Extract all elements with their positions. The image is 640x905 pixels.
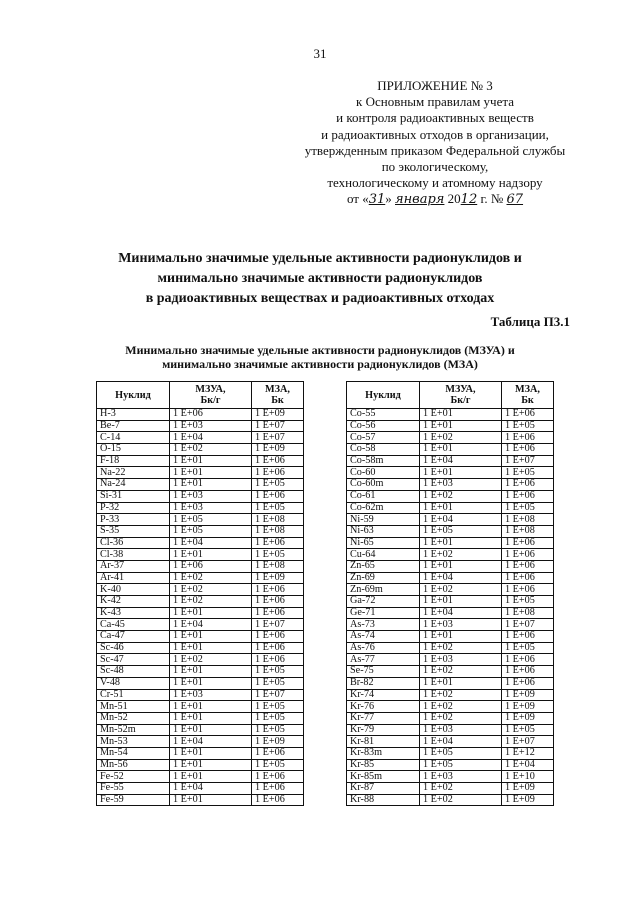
cell-nuclide: Fe-52 [97, 771, 170, 783]
cell-mzua: 1 E+03 [170, 502, 252, 514]
cell-mza: 1 E+06 [252, 455, 304, 467]
table-row [347, 467, 554, 479]
cell-mzua: 1 E+01 [420, 631, 502, 643]
cell-mzua: 1 E+02 [170, 654, 252, 666]
table-row [97, 514, 304, 526]
cell-mza: 1 E+06 [252, 537, 304, 549]
cell-mza: 1 E+05 [502, 502, 554, 514]
cell-mzua: 1 E+05 [420, 747, 502, 759]
table-row [347, 619, 554, 631]
cell-nuclide: O-15 [97, 444, 170, 456]
cell-mza: 1 E+05 [252, 759, 304, 771]
cell-mza: 1 E+06 [252, 771, 304, 783]
cell-mzua: 1 E+03 [420, 479, 502, 491]
header-nuclide: Нуклид [97, 382, 170, 409]
table-row [97, 654, 304, 666]
table-row [97, 455, 304, 467]
cell-mza: 1 E+06 [502, 584, 554, 596]
cell-mzua: 1 E+03 [420, 724, 502, 736]
cell-mza: 1 E+08 [502, 525, 554, 537]
cell-nuclide: Ar-41 [97, 572, 170, 584]
cell-nuclide: Sc-48 [97, 666, 170, 678]
cell-mza: 1 E+09 [502, 783, 554, 795]
cell-nuclide: H-3 [97, 409, 170, 421]
cell-mzua: 1 E+05 [420, 525, 502, 537]
cell-mzua: 1 E+04 [420, 736, 502, 748]
cell-mza: 1 E+07 [502, 455, 554, 467]
table-row [97, 549, 304, 561]
handwritten-month: января [395, 192, 445, 208]
cell-nuclide: Fe-55 [97, 783, 170, 795]
table-row [97, 794, 304, 806]
table-row [347, 584, 554, 596]
cell-nuclide: Ni-59 [347, 514, 420, 526]
cell-mza: 1 E+09 [252, 736, 304, 748]
cell-nuclide: Kr-85m [347, 771, 420, 783]
cell-nuclide: Kr-76 [347, 701, 420, 713]
table-row [97, 701, 304, 713]
cell-mza: 1 E+09 [502, 701, 554, 713]
cell-mzua: 1 E+01 [420, 467, 502, 479]
cell-mza: 1 E+05 [502, 467, 554, 479]
cell-mza: 1 E+09 [502, 794, 554, 806]
cell-nuclide: Zn-69 [347, 572, 420, 584]
cell-mza: 1 E+07 [502, 736, 554, 748]
cell-nuclide: P-32 [97, 502, 170, 514]
table-row [347, 596, 554, 608]
cell-mzua: 1 E+02 [420, 794, 502, 806]
cell-mzua: 1 E+03 [420, 771, 502, 783]
cell-mzua: 1 E+01 [170, 642, 252, 654]
cell-mzua: 1 E+06 [170, 409, 252, 421]
table-row [97, 560, 304, 572]
cell-mza: 1 E+06 [252, 596, 304, 608]
cell-mzua: 1 E+02 [420, 666, 502, 678]
cell-mzua: 1 E+02 [420, 712, 502, 724]
table-row [97, 619, 304, 631]
cell-mza: 1 E+05 [252, 502, 304, 514]
cell-nuclide: Ca-47 [97, 631, 170, 643]
cell-nuclide: Kr-87 [347, 783, 420, 795]
cell-mza: 1 E+05 [252, 677, 304, 689]
cell-mza: 1 E+09 [252, 444, 304, 456]
cell-mzua: 1 E+04 [170, 783, 252, 795]
cell-mza: 1 E+09 [252, 572, 304, 584]
table-row [97, 689, 304, 701]
cell-nuclide: Cl-38 [97, 549, 170, 561]
table-row [347, 677, 554, 689]
cell-nuclide: Co-57 [347, 432, 420, 444]
cell-mzua: 1 E+01 [170, 759, 252, 771]
cell-nuclide: Ar-37 [97, 560, 170, 572]
table-row [347, 525, 554, 537]
table-row [347, 572, 554, 584]
cell-mza: 1 E+07 [502, 619, 554, 631]
table-row [97, 747, 304, 759]
cell-nuclide: Ge-71 [347, 607, 420, 619]
cell-mza: 1 E+06 [252, 631, 304, 643]
table-row [97, 444, 304, 456]
cell-nuclide: Na-24 [97, 479, 170, 491]
cell-mzua: 1 E+02 [420, 584, 502, 596]
cell-nuclide: K-40 [97, 584, 170, 596]
cell-mza: 1 E+06 [252, 584, 304, 596]
table-caption: Минимально значимые удельные активности радионуклидов (МЗУА) и минимально значимые активности радионуклидов (МЗА) [125, 343, 515, 371]
cell-mzua: 1 E+01 [420, 537, 502, 549]
cell-mzua: 1 E+01 [170, 724, 252, 736]
cell-nuclide: Sc-47 [97, 654, 170, 666]
cell-nuclide: Co-60m [347, 479, 420, 491]
table-label: Таблица П3.1 [490, 314, 570, 329]
cell-nuclide: Co-58m [347, 455, 420, 467]
table-row [347, 712, 554, 724]
header-nuclide: Нуклид [347, 382, 420, 409]
cell-nuclide: Ca-45 [97, 619, 170, 631]
cell-mza: 1 E+05 [252, 712, 304, 724]
table-row [97, 479, 304, 491]
cell-mza: 1 E+08 [502, 607, 554, 619]
cell-nuclide: Co-61 [347, 490, 420, 502]
cell-mzua: 1 E+01 [420, 409, 502, 421]
cell-nuclide: Co-55 [347, 409, 420, 421]
appendix-line: к Основным правилам учета [356, 94, 514, 110]
cell-mzua: 1 E+02 [420, 490, 502, 502]
order-date-line: от «31» января 2012 г. № 67 [346, 191, 524, 208]
cell-mza: 1 E+05 [502, 724, 554, 736]
cell-mzua: 1 E+01 [170, 549, 252, 561]
cell-mzua: 1 E+01 [170, 666, 252, 678]
cell-nuclide: Cr-51 [97, 689, 170, 701]
cell-mza: 1 E+06 [502, 490, 554, 502]
cell-nuclide: Mn-51 [97, 701, 170, 713]
table-row [97, 467, 304, 479]
cell-mzua: 1 E+03 [420, 619, 502, 631]
cell-mza: 1 E+07 [252, 619, 304, 631]
cell-mzua: 1 E+01 [420, 596, 502, 608]
cell-nuclide: Na-22 [97, 467, 170, 479]
cell-nuclide: Br-82 [347, 677, 420, 689]
cell-mza: 1 E+06 [252, 783, 304, 795]
cell-nuclide: Ga-72 [347, 596, 420, 608]
table-row [97, 596, 304, 608]
table-row [97, 584, 304, 596]
cell-mzua: 1 E+05 [170, 525, 252, 537]
cell-nuclide: Co-56 [347, 420, 420, 432]
cell-mzua: 1 E+04 [170, 432, 252, 444]
cell-mzua: 1 E+03 [170, 420, 252, 432]
table-row [347, 444, 554, 456]
table-row [97, 783, 304, 795]
cell-nuclide: K-42 [97, 596, 170, 608]
table-row [97, 420, 304, 432]
cell-nuclide: Ni-63 [347, 525, 420, 537]
table-row [97, 771, 304, 783]
cell-mza: 1 E+09 [252, 409, 304, 421]
table-row [97, 724, 304, 736]
cell-mza: 1 E+06 [252, 654, 304, 666]
cell-mzua: 1 E+01 [170, 701, 252, 713]
cell-mzua: 1 E+01 [170, 479, 252, 491]
cell-mzua: 1 E+04 [170, 619, 252, 631]
cell-mzua: 1 E+01 [170, 771, 252, 783]
cell-nuclide: Ni-65 [347, 537, 420, 549]
cell-nuclide: Mn-54 [97, 747, 170, 759]
page-number: 31 [313, 46, 327, 61]
table-row [347, 607, 554, 619]
cell-nuclide: As-73 [347, 619, 420, 631]
table-header-row [347, 382, 554, 409]
table-row [347, 490, 554, 502]
cell-mza: 1 E+06 [502, 560, 554, 572]
table-row [97, 537, 304, 549]
cell-nuclide: Mn-52m [97, 724, 170, 736]
table-row [347, 514, 554, 526]
cell-mza: 1 E+06 [252, 490, 304, 502]
cell-mzua: 1 E+02 [170, 584, 252, 596]
cell-mzua: 1 E+02 [420, 783, 502, 795]
table-row [347, 455, 554, 467]
table-row [347, 560, 554, 572]
document-title: Минимально значимые удельные активности радионуклидов и минимально значимые активности радионуклидов в радиоактивных веществах и радиоактивных отходах [118, 251, 522, 306]
cell-mza: 1 E+06 [502, 549, 554, 561]
cell-mzua: 1 E+01 [170, 794, 252, 806]
table-row [97, 736, 304, 748]
table-row [97, 572, 304, 584]
cell-nuclide: Co-58 [347, 444, 420, 456]
cell-mzua: 1 E+01 [170, 747, 252, 759]
cell-mza: 1 E+05 [252, 724, 304, 736]
cell-mza: 1 E+10 [502, 771, 554, 783]
table-row [97, 432, 304, 444]
cell-mza: 1 E+06 [502, 479, 554, 491]
cell-nuclide: Se-75 [347, 666, 420, 678]
appendix-line: по экологическому, [381, 159, 489, 175]
table-row [347, 666, 554, 678]
table-row [97, 642, 304, 654]
table-row [347, 747, 554, 759]
cell-mzua: 1 E+03 [420, 654, 502, 666]
handwritten-day: 31 [368, 192, 386, 208]
appendix-line: утвержденным приказом Федеральной службы [304, 142, 566, 158]
table-row [347, 409, 554, 421]
cell-mzua: 1 E+06 [170, 560, 252, 572]
handwritten-year: 12 [460, 192, 478, 208]
cell-nuclide: As-77 [347, 654, 420, 666]
table-row [97, 712, 304, 724]
nuclide-table-right [346, 381, 554, 806]
header-mzua: МЗУА, Бк/г [420, 382, 502, 409]
cell-mzua: 1 E+01 [420, 677, 502, 689]
cell-mzua: 1 E+02 [420, 432, 502, 444]
cell-nuclide: K-43 [97, 607, 170, 619]
cell-mzua: 1 E+01 [420, 560, 502, 572]
cell-mza: 1 E+06 [502, 654, 554, 666]
cell-mzua: 1 E+01 [170, 631, 252, 643]
cell-nuclide: Kr-85 [347, 759, 420, 771]
header-mza: МЗА, Бк [252, 382, 304, 409]
cell-mzua: 1 E+02 [170, 444, 252, 456]
cell-nuclide: Co-60 [347, 467, 420, 479]
cell-mzua: 1 E+05 [420, 759, 502, 771]
appendix-block [290, 78, 580, 209]
cell-mza: 1 E+05 [502, 642, 554, 654]
table-row [347, 642, 554, 654]
cell-mzua: 1 E+03 [170, 490, 252, 502]
cell-mza: 1 E+05 [252, 549, 304, 561]
cell-mzua: 1 E+01 [170, 712, 252, 724]
table-row [347, 420, 554, 432]
cell-mza: 1 E+07 [252, 689, 304, 701]
cell-mza: 1 E+05 [502, 596, 554, 608]
table-row [347, 631, 554, 643]
cell-nuclide: Mn-53 [97, 736, 170, 748]
cell-mza: 1 E+05 [252, 479, 304, 491]
table-row [347, 549, 554, 561]
cell-mza: 1 E+06 [252, 794, 304, 806]
cell-nuclide: Co-62m [347, 502, 420, 514]
table-row [97, 490, 304, 502]
cell-nuclide: Kr-81 [347, 736, 420, 748]
cell-nuclide: Zn-69m [347, 584, 420, 596]
table-row [347, 502, 554, 514]
cell-mza: 1 E+06 [252, 467, 304, 479]
header-mzua: МЗУА, Бк/г [170, 382, 252, 409]
cell-mza: 1 E+08 [502, 514, 554, 526]
cell-mzua: 1 E+04 [420, 607, 502, 619]
cell-nuclide: Be-7 [97, 420, 170, 432]
cell-nuclide: Cu-64 [347, 549, 420, 561]
appendix-line: технологическому и атомному надзору [327, 175, 543, 191]
table-row [347, 724, 554, 736]
table-row [347, 432, 554, 444]
table-row [97, 759, 304, 771]
cell-nuclide: Kr-83m [347, 747, 420, 759]
cell-nuclide: Kr-77 [347, 712, 420, 724]
table-row [347, 783, 554, 795]
cell-mzua: 1 E+01 [420, 420, 502, 432]
table-row [347, 759, 554, 771]
table-row [347, 701, 554, 713]
cell-mza: 1 E+06 [502, 631, 554, 643]
table-header-row [97, 382, 304, 409]
table-row [97, 631, 304, 643]
table-row [97, 409, 304, 421]
cell-nuclide: F-18 [97, 455, 170, 467]
table-row [347, 654, 554, 666]
cell-mza: 1 E+09 [502, 689, 554, 701]
cell-mzua: 1 E+02 [170, 572, 252, 584]
cell-mza: 1 E+06 [252, 642, 304, 654]
appendix-line: и радиоактивных отходов в организации, [321, 126, 549, 142]
cell-mzua: 1 E+02 [420, 642, 502, 654]
table-row [97, 525, 304, 537]
cell-mza: 1 E+08 [252, 514, 304, 526]
cell-mzua: 1 E+05 [170, 514, 252, 526]
cell-mza: 1 E+05 [252, 701, 304, 713]
cell-mza: 1 E+06 [502, 444, 554, 456]
cell-nuclide: Fe-59 [97, 794, 170, 806]
cell-mza: 1 E+06 [502, 572, 554, 584]
table-row [347, 537, 554, 549]
cell-nuclide: S-35 [97, 525, 170, 537]
cell-mzua: 1 E+04 [170, 537, 252, 549]
table-row [347, 794, 554, 806]
cell-nuclide: Sc-46 [97, 642, 170, 654]
table-row [347, 771, 554, 783]
cell-mza: 1 E+08 [252, 525, 304, 537]
cell-mzua: 1 E+04 [420, 572, 502, 584]
cell-mza: 1 E+06 [502, 666, 554, 678]
cell-nuclide: Zn-65 [347, 560, 420, 572]
cell-mza: 1 E+12 [502, 747, 554, 759]
cell-mzua: 1 E+04 [170, 736, 252, 748]
handwritten-order-number: 67 [506, 192, 524, 208]
cell-mza: 1 E+06 [502, 677, 554, 689]
cell-mzua: 1 E+02 [420, 701, 502, 713]
cell-mza: 1 E+06 [502, 409, 554, 421]
cell-nuclide: Mn-52 [97, 712, 170, 724]
table-row [97, 607, 304, 619]
cell-mza: 1 E+06 [502, 432, 554, 444]
header-mza: МЗА, Бк [502, 382, 554, 409]
cell-nuclide: As-76 [347, 642, 420, 654]
cell-mza: 1 E+07 [252, 420, 304, 432]
cell-mzua: 1 E+02 [170, 596, 252, 608]
cell-nuclide: As-74 [347, 631, 420, 643]
cell-mza: 1 E+04 [502, 759, 554, 771]
cell-mza: 1 E+09 [502, 712, 554, 724]
cell-mza: 1 E+05 [502, 420, 554, 432]
cell-nuclide: Kr-74 [347, 689, 420, 701]
appendix-line: ПРИЛОЖЕНИЕ № 3 [377, 78, 493, 93]
cell-nuclide: Si-31 [97, 490, 170, 502]
table-row [97, 502, 304, 514]
cell-mzua: 1 E+03 [170, 689, 252, 701]
cell-mzua: 1 E+02 [420, 549, 502, 561]
cell-mzua: 1 E+01 [420, 502, 502, 514]
cell-nuclide: Kr-79 [347, 724, 420, 736]
cell-nuclide: C-14 [97, 432, 170, 444]
cell-mza: 1 E+07 [252, 432, 304, 444]
cell-mzua: 1 E+04 [420, 455, 502, 467]
table-row [97, 666, 304, 678]
table-row [97, 677, 304, 689]
cell-mza: 1 E+06 [252, 747, 304, 759]
cell-mzua: 1 E+04 [420, 514, 502, 526]
cell-mza: 1 E+06 [502, 537, 554, 549]
cell-nuclide: Cl-36 [97, 537, 170, 549]
cell-mzua: 1 E+01 [170, 455, 252, 467]
cell-nuclide: V-48 [97, 677, 170, 689]
cell-nuclide: Mn-56 [97, 759, 170, 771]
cell-mzua: 1 E+01 [170, 607, 252, 619]
cell-mza: 1 E+08 [252, 560, 304, 572]
cell-mza: 1 E+05 [252, 666, 304, 678]
cell-mza: 1 E+06 [252, 607, 304, 619]
cell-mzua: 1 E+01 [170, 467, 252, 479]
appendix-line: и контроля радиоактивных веществ [336, 110, 534, 126]
cell-mzua: 1 E+01 [170, 677, 252, 689]
table-row [347, 736, 554, 748]
table-row [347, 689, 554, 701]
table-row [347, 479, 554, 491]
cell-mzua: 1 E+02 [420, 689, 502, 701]
cell-nuclide: Kr-88 [347, 794, 420, 806]
cell-mzua: 1 E+01 [420, 444, 502, 456]
cell-nuclide: P-33 [97, 514, 170, 526]
nuclide-table-left [96, 381, 304, 806]
